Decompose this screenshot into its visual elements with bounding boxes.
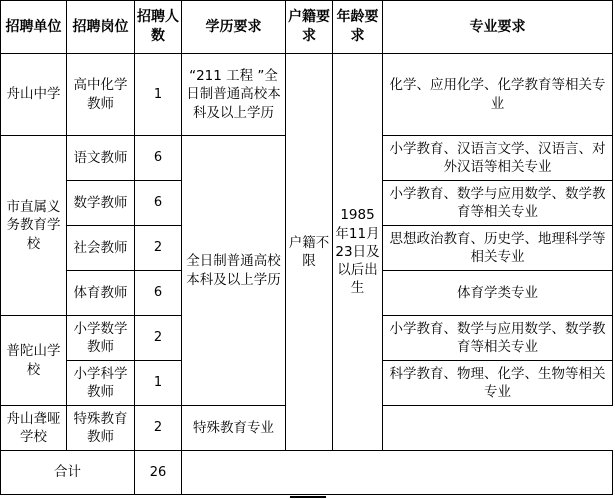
count-cell: 1 [135,54,182,136]
header-count: 招聘人数 [135,1,182,54]
total-row [1,451,613,495]
education-cell: 全日制普通高校本科及以上学历 [182,136,286,406]
position-cell: 数学教师 [67,181,135,226]
education-cell: “211 工程 ”全日制普通高校本科及以上学历 [182,54,286,136]
count-cell: 6 [135,136,182,181]
count-cell: 6 [135,271,182,316]
major-cell: 科学教育、物理、化学、生物等相关专业 [383,361,613,406]
total-count: 26 [135,451,182,495]
major-cell: 化学、应用化学、化学教育等相关专业 [383,54,613,136]
header-major: 专业要求 [383,1,613,54]
position-cell: 高中化学教师 [67,54,135,136]
count-cell: 2 [135,316,182,361]
major-cell: 小学教育、汉语言文学、汉语言、对外汉语等相关专业 [383,136,613,181]
major-cell: 小学教育、数学与应用数学、数学教育等相关专业 [383,316,613,361]
unit-cell: 普陀山学校 [1,316,67,406]
hukou-cell: 户籍不限 [286,54,333,451]
unit-cell: 市直属义务教育学校 [1,136,67,316]
total-label: 合计 [1,451,135,495]
position-cell: 特殊教育教师 [67,406,135,451]
position-cell: 语文教师 [67,136,135,181]
header-row [1,1,613,54]
major-cell: 小学教育、数学与应用数学、数学教育等相关专业 [383,181,613,226]
position-cell: 体育教师 [67,271,135,316]
count-cell: 1 [135,361,182,406]
header-unit: 招聘单位 [1,1,67,54]
unit-cell: 舟山聋哑学校 [1,406,67,451]
header-position: 招聘岗位 [67,1,135,54]
table-row [1,54,613,136]
header-hukou: 户籍要求 [286,1,333,54]
major-cell: 特殊教育专业 [182,406,286,451]
position-cell: 小学数学教师 [67,316,135,361]
count-cell: 2 [135,226,182,271]
total-empty-cell [182,451,613,495]
count-cell: 6 [135,181,182,226]
position-cell: 社会教师 [67,226,135,271]
age-cell: 1985年11月23日及以后出生 [333,54,383,451]
unit-cell: 舟山中学 [1,54,67,136]
header-age: 年龄要求 [333,1,383,54]
header-education: 学历要求 [182,1,286,54]
position-cell: 小学科学教师 [67,361,135,406]
major-cell: 思想政治教育、历史学、地理科学等相关专业 [383,226,613,271]
count-cell: 2 [135,406,182,451]
page-edge-mark [290,496,326,498]
major-cell: 体育学类专业 [383,271,613,316]
